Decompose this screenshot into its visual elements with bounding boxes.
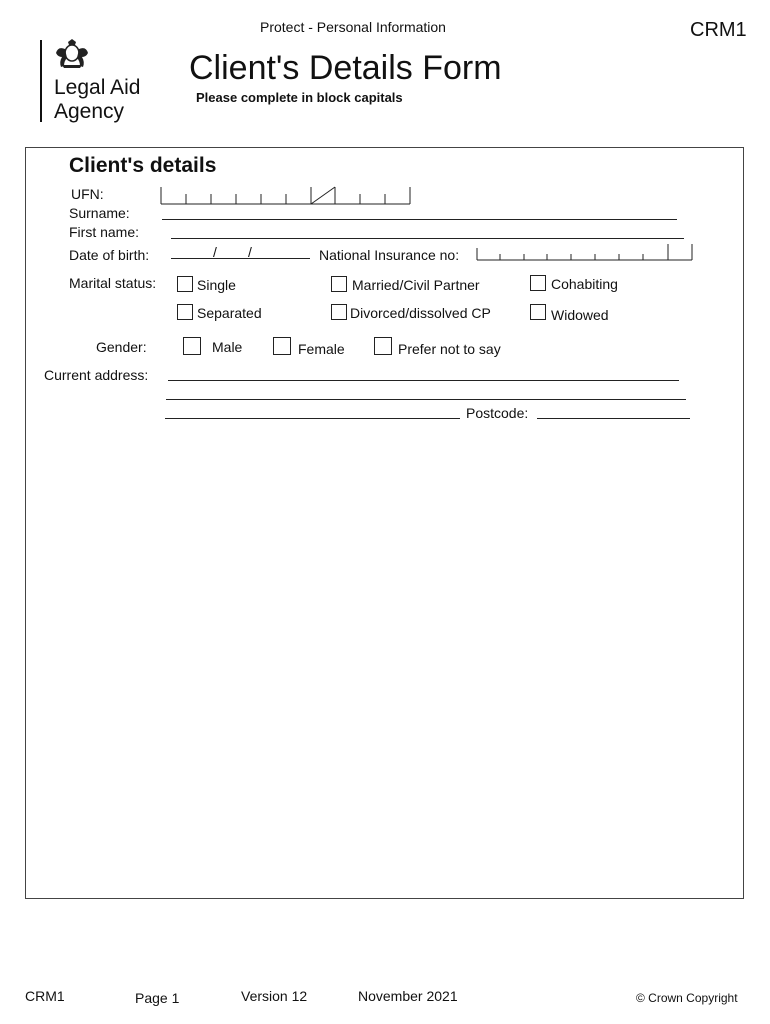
form-subtitle: Please complete in block capitals [196, 90, 403, 105]
logo-rule [40, 40, 42, 122]
agency-name-line1: Legal Aid [54, 76, 141, 99]
option-divorced-label: Divorced/dissolved CP [350, 305, 491, 321]
royal-crest-icon [54, 38, 90, 70]
checkbox-prefer-not-to-say[interactable] [374, 337, 392, 355]
checkbox-widowed[interactable] [530, 304, 546, 320]
protect-label: Protect - Personal Information [260, 19, 446, 35]
postcode-label: Postcode: [466, 405, 529, 421]
address-line-2[interactable] [166, 399, 686, 400]
ni-input[interactable] [476, 242, 694, 262]
ufn-label: UFN: [71, 186, 104, 202]
dob-input[interactable] [171, 258, 310, 259]
firstname-label: First name: [69, 224, 140, 240]
option-separated-label: Separated [197, 305, 262, 321]
checkbox-cohabiting[interactable] [530, 275, 546, 291]
form-title: Client's Details Form [189, 49, 502, 87]
footer-code: CRM1 [25, 988, 65, 1004]
checkbox-female[interactable] [273, 337, 291, 355]
footer-version: Version 12 [241, 988, 308, 1004]
option-widowed-label: Widowed [551, 307, 609, 323]
firstname-input[interactable] [171, 238, 684, 239]
dob-separator: / [248, 244, 252, 260]
ni-label: National Insurance no: [319, 247, 460, 263]
option-single-label: Single [197, 277, 236, 293]
option-cohabiting-label: Cohabiting [551, 276, 618, 292]
option-prefer-not-label: Prefer not to say [398, 341, 501, 357]
surname-input[interactable] [162, 219, 677, 220]
checkbox-separated[interactable] [177, 304, 193, 320]
marital-label: Marital status: [69, 275, 157, 291]
option-male-label: Male [212, 339, 243, 355]
gender-label: Gender: [96, 339, 147, 355]
checkbox-divorced[interactable] [331, 304, 347, 320]
form-code: CRM1 [690, 19, 747, 41]
address-line-1[interactable] [168, 380, 679, 381]
option-female-label: Female [298, 341, 345, 357]
address-label: Current address: [44, 367, 149, 383]
agency-name-line2: Agency [54, 100, 125, 123]
postcode-input[interactable] [537, 418, 690, 419]
address-line-3[interactable] [165, 418, 460, 419]
dob-label: Date of birth: [69, 247, 150, 263]
option-married-label: Married/Civil Partner [352, 277, 480, 293]
footer-page: Page 1 [135, 990, 180, 1006]
checkbox-married[interactable] [331, 276, 347, 292]
dob-separator: / [213, 244, 217, 260]
surname-label: Surname: [69, 205, 130, 221]
section-heading: Client's details [69, 154, 217, 177]
agency-logo [40, 38, 152, 126]
checkbox-male[interactable] [183, 337, 201, 355]
footer-date: November 2021 [358, 988, 458, 1004]
checkbox-single[interactable] [177, 276, 193, 292]
footer-copyright: © Crown Copyright [636, 991, 738, 1005]
ufn-input[interactable] [160, 185, 412, 205]
